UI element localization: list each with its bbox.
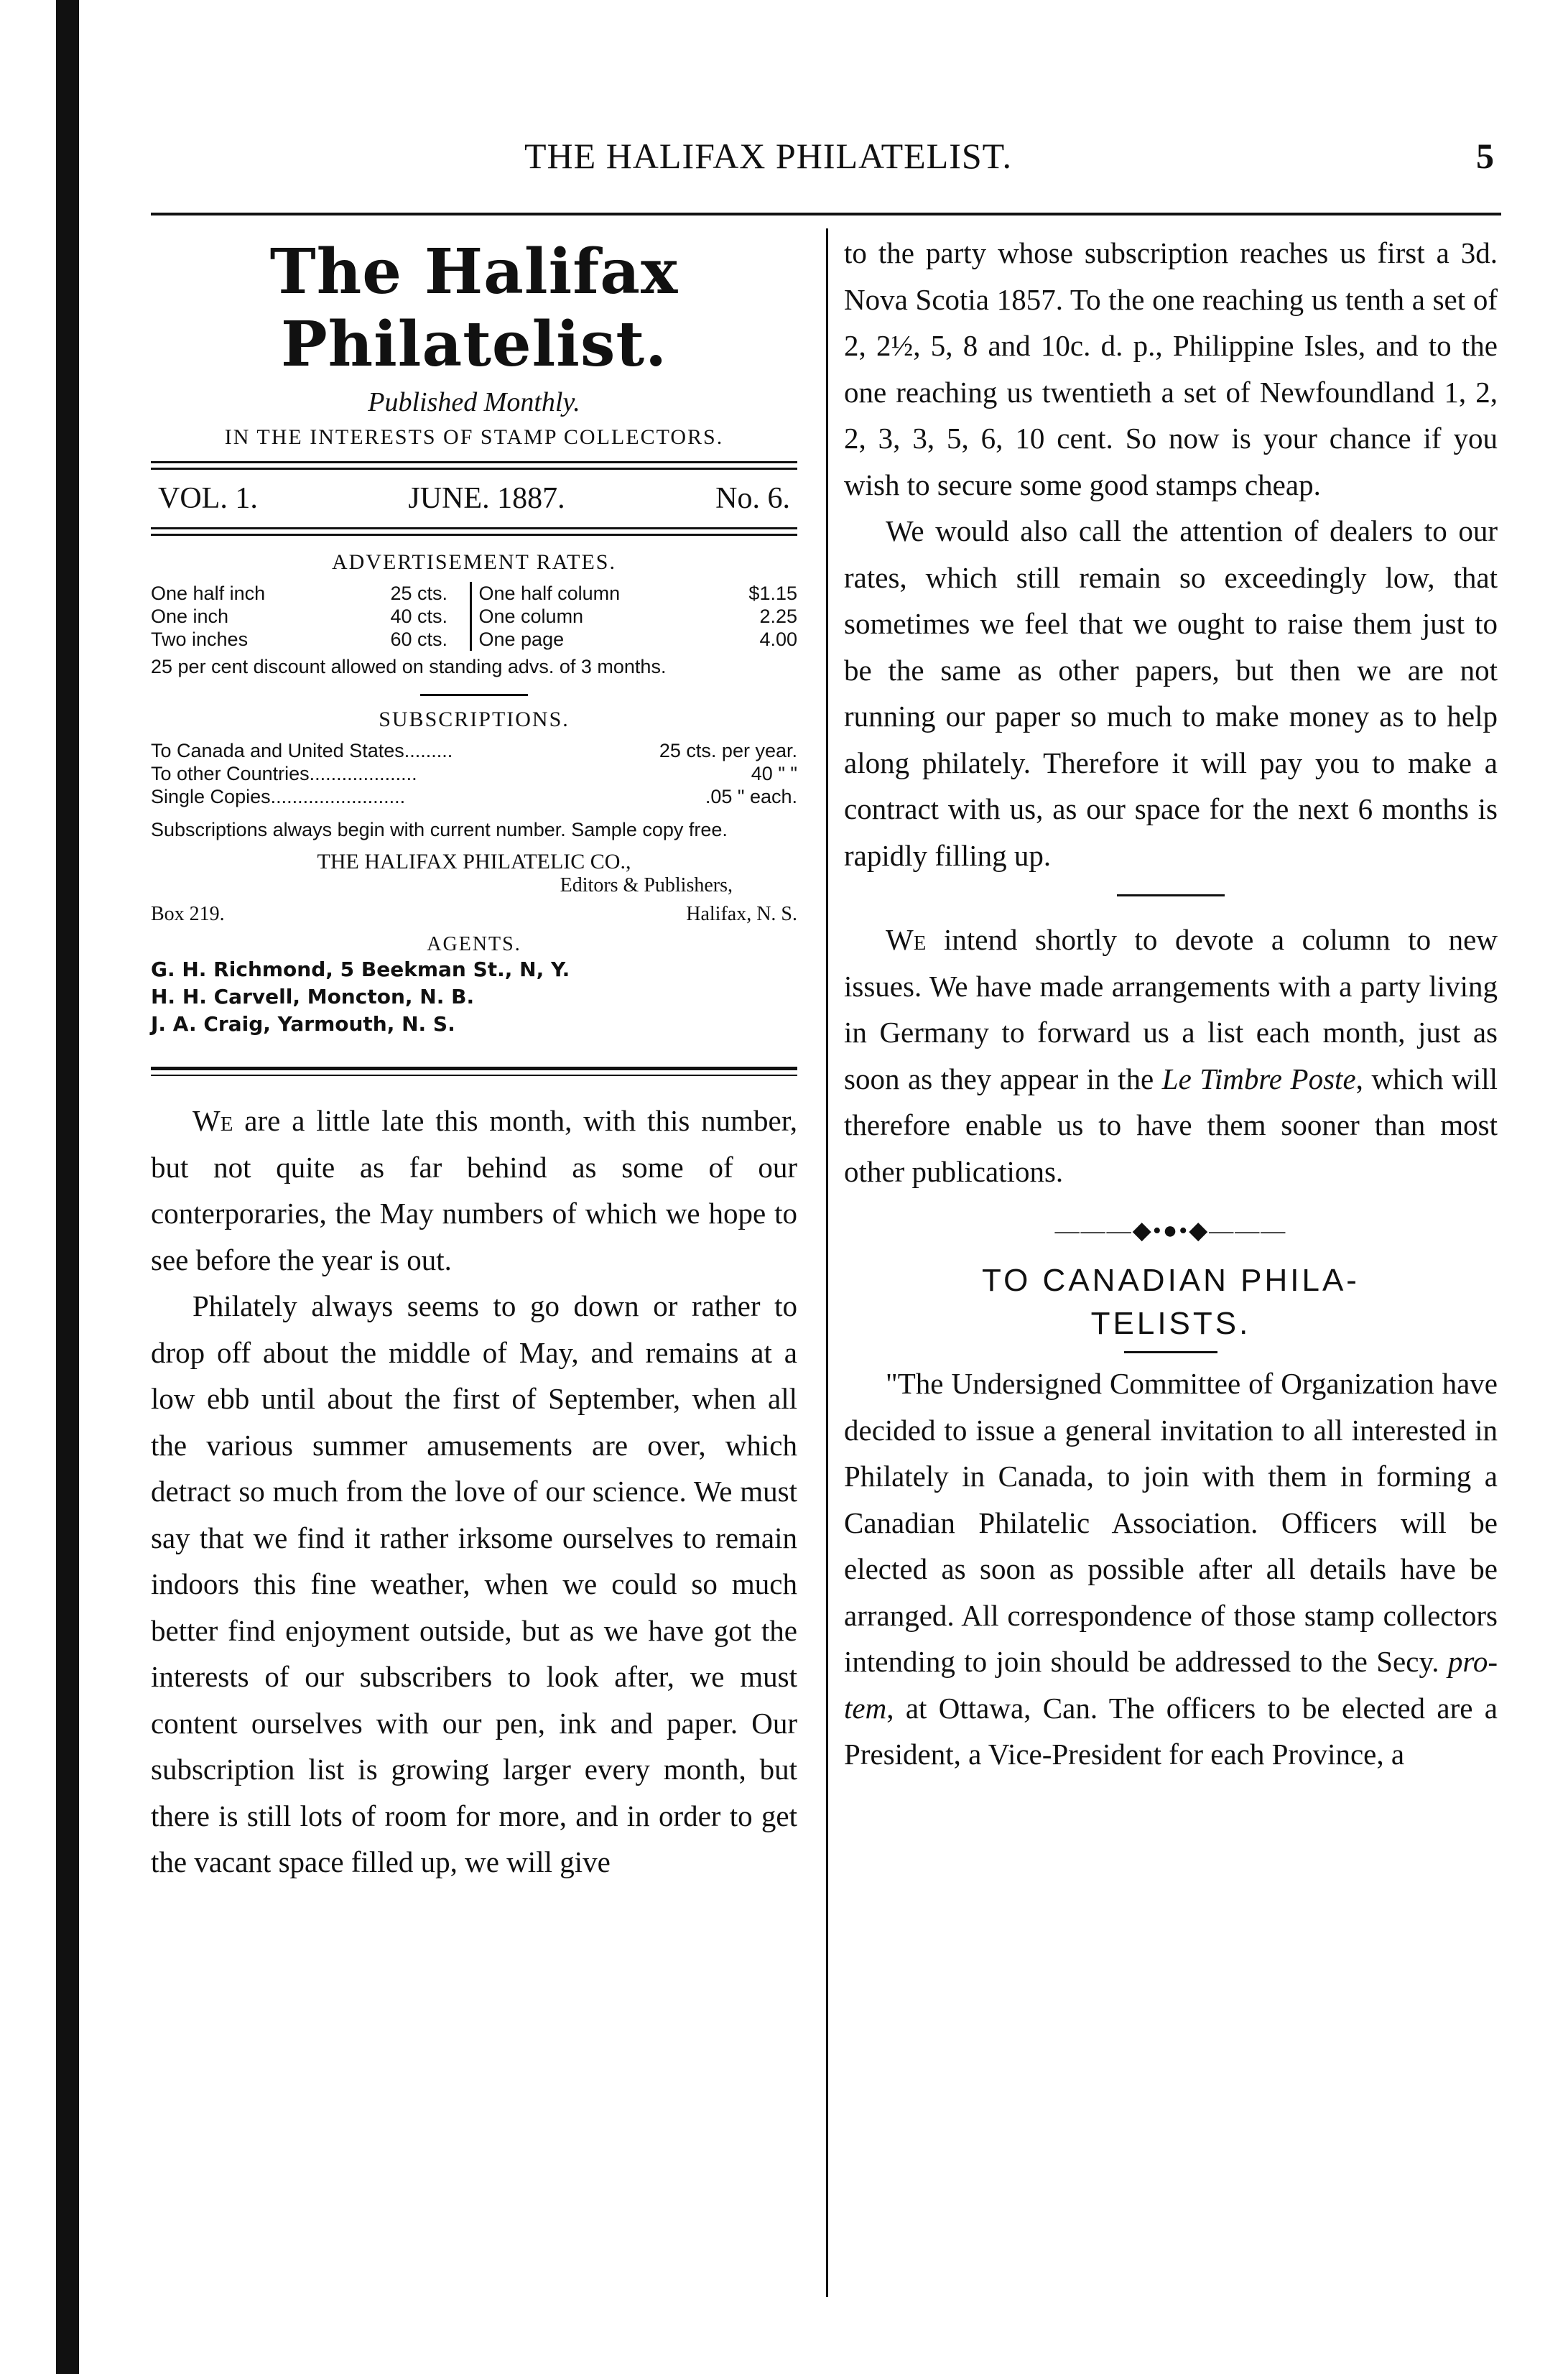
- subscription-row: Single Copies......................... .05 " each.: [151, 786, 797, 807]
- subscriptions-heading: SUBSCRIPTIONS.: [379, 708, 570, 731]
- double-rule: [151, 461, 797, 470]
- rates-right: [470, 582, 798, 651]
- association-text: [844, 1360, 1498, 1778]
- rate-row: Two inches 60 cts.: [151, 629, 448, 650]
- paragraph: We intend shortly to devote a column to new issues. We have made arrangements with a party living in Germany to forward us a list each month, just as soon as they appear in the Le Timbre Poste, which will therefore enable us to have them sooner than most other publications.: [844, 923, 1498, 1188]
- column-divider: [826, 228, 828, 2297]
- rate-row: One inch 40 cts.: [151, 606, 448, 627]
- rate-row: One half inch 25 cts.: [151, 583, 448, 604]
- double-rule: [151, 527, 797, 536]
- masthead-tagline: Published Monthly.: [368, 387, 580, 417]
- editorial-text: [151, 1098, 797, 1886]
- masthead-bottom-rule-thin: [151, 1075, 797, 1076]
- advertisement-heading: ADVERTISEMENT RATES.: [332, 550, 616, 574]
- publisher-role: Editors & Publishers,: [560, 874, 733, 896]
- subscription-note: Subscriptions always begin with current number. Sample copy free.: [151, 819, 728, 840]
- short-rule: [420, 694, 528, 696]
- rate-row: One column 2.25: [478, 606, 797, 627]
- advertisement-discount: 25 per cent discount allowed on standing advs. of 3 months.: [151, 656, 667, 677]
- issue-date: JUNE. 1887.: [408, 482, 565, 515]
- paragraph: We would also call the attention of dealers to our rates, which still remain so exceedingly low, that sometimes we feel that we ought to raise them just to be the same as other papers, but then we are not running our paper so much to make money as to help along philately. Therefore it will pay you to make a contract with us, as our space for the next 6 months is rapidly filling up.: [844, 514, 1498, 872]
- running-head: [144, 135, 1494, 185]
- title-rule: [1124, 1351, 1217, 1353]
- advertisement-rates: [151, 582, 797, 651]
- paragraph: to the party whose subscription reaches us first a 3d. Nova Scotia 1857. To the one reaching us tenth a set of 2, 2½, 5, 8 and 10c. d. p., Philippine Isles, and to the one reaching us twentieth a set of Newfoundland 1, 2, 2, 3, 3, 5, 6, 10 cent. So now is your chance if you wish to secure some good stamps cheap.: [844, 236, 1498, 501]
- agent-entry: G. H. Richmond, 5 Beekman St., N, Y.: [151, 958, 570, 981]
- header-rule: [151, 213, 1501, 215]
- subscription-row: To Canada and United States......... 25 cts. per year.: [151, 740, 797, 761]
- new-issues-text: [844, 917, 1498, 1195]
- masthead-bottom-rule: [151, 1067, 797, 1070]
- issue-line: [151, 481, 797, 516]
- rates-left: [151, 582, 470, 651]
- scan-edge-bar: [56, 0, 79, 2374]
- publisher-address: [151, 903, 797, 926]
- running-title: THE HALIFAX PHILATELIST.: [524, 136, 1013, 176]
- left-column: [151, 230, 797, 1886]
- ornament-divider: ———◆•●•◆———: [1054, 1218, 1287, 1244]
- subscription-row: To other Countries.................... 40 " ": [151, 763, 797, 784]
- rate-row: One page 4.00: [478, 629, 797, 650]
- paragraph: Philately always seems to go down or rather to drop off about the middle of May, and remains at a low ebb until about the first of September, when all the various summer amusements are over, which detract so much from the love of our science. We must say that we find it rather irksome ourselves to remain indoors this fine weather, when we could so much better find enjoyment outside, but as we have got the interests of our subscribers to look after, we must content ourselves with our pen, ink and paper. Our subscription list is growing larger every month, but there is still lots of room for more, and in order to get the vacant space filled up, we will give: [151, 1289, 797, 1878]
- publisher-name: THE HALIFAX PHILATELIC CO.,: [317, 850, 631, 873]
- editorial-text-continued: [844, 230, 1498, 878]
- agent-entry: J. A. Craig, Yarmouth, N. S.: [151, 1012, 455, 1036]
- section-title: TO CANADIAN PHILA- TELISTS.: [982, 1263, 1360, 1341]
- page-number: 5: [1476, 136, 1494, 176]
- agent-entry: H. H. Carvell, Moncton, N. B.: [151, 985, 475, 1009]
- short-rule: [1117, 894, 1225, 896]
- rate-row: One half column $1.15: [478, 583, 797, 604]
- masthead-title: The Halifax Philatelist.: [269, 236, 679, 381]
- agents-heading: AGENTS.: [427, 933, 521, 955]
- issue-number: No. 6.: [715, 482, 790, 515]
- publisher-box: Box 219.: [151, 903, 225, 925]
- subscription-rates: [151, 739, 797, 808]
- paragraph: We are a little late this month, with this number, but not quite as far behind as some of our conterporaries, the May numbers of which we hope to see before the year is out.: [151, 1104, 797, 1276]
- issue-volume: VOL. 1.: [158, 482, 258, 515]
- masthead-interests: IN THE INTERESTS OF STAMP COLLECTORS.: [224, 425, 724, 449]
- right-column: [844, 230, 1498, 1778]
- publisher-place: Halifax, N. S.: [686, 903, 797, 925]
- paragraph: "The Undersigned Committee of Organization have decided to issue a general invitation to all interested in Philately in Canada, to join with them in forming a Canadian Philatelic Association. Officers will be elected as soon as possible after all details have be arranged. All correspondence of those stamp collectors intending to join should be addressed to the Secy. pro-tem, at Ottawa, Can. The officers to be elected are a President, a Vice-President for each Province, a: [844, 1367, 1498, 1771]
